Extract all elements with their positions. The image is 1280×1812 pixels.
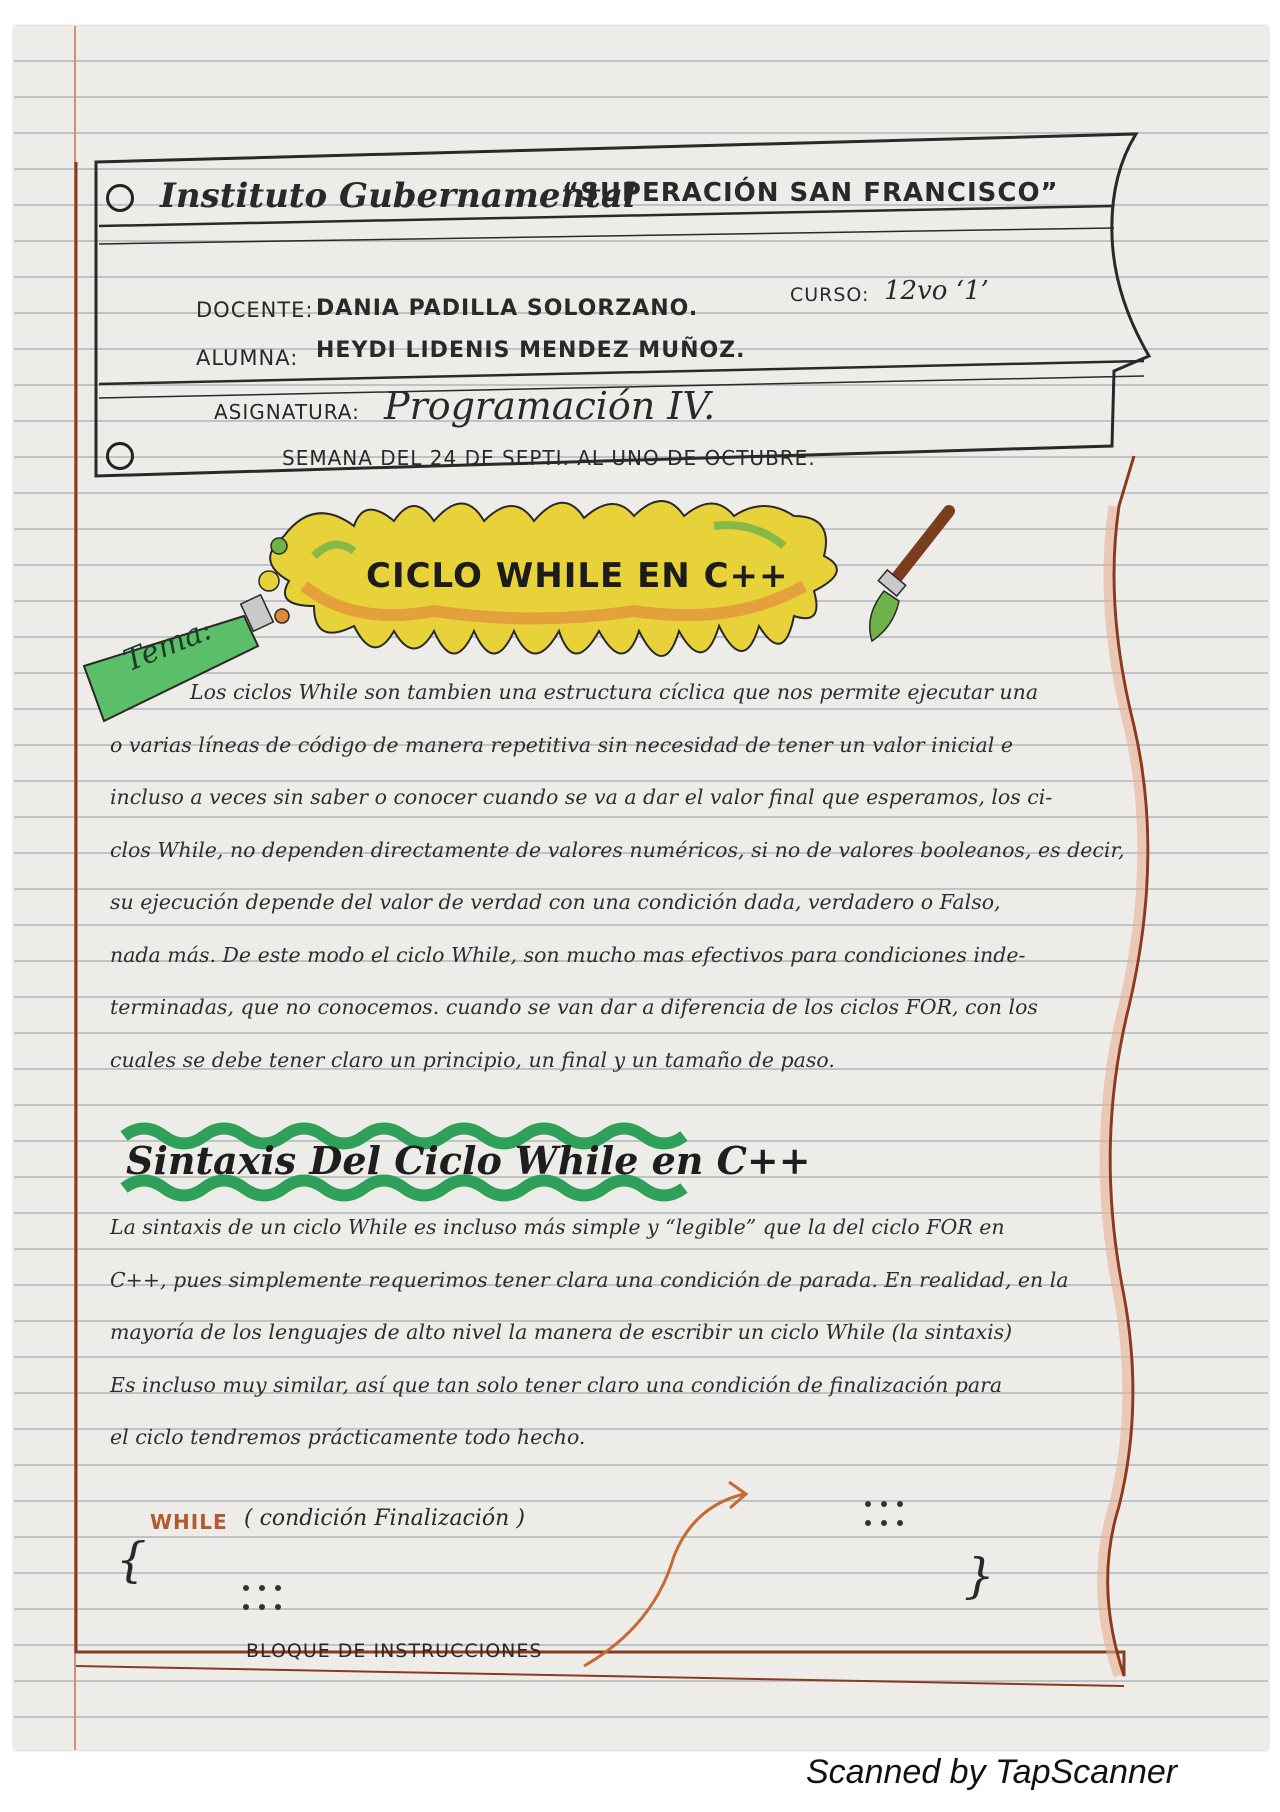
header-rule-2 — [99, 228, 1114, 244]
block-label: BLOQUE DE INSTRUCCIONES — [246, 1640, 543, 1662]
intro-line: Los ciclos While son tambien una estructura cíclica que nos permite ejecutar una — [190, 680, 1039, 704]
curso-value: 12vo ‘1’ — [884, 276, 989, 306]
sintaxis-paragraph — [110, 1201, 1068, 1464]
while-keyword: WHILE — [150, 1510, 228, 1534]
bottom-frame-line — [76, 1666, 1124, 1686]
scanner-footer: Scanned by TapScanner — [806, 1753, 1178, 1791]
intro-line: incluso a veces sin saber o conocer cuando se va a dar el valor final que esperamos, los ci- — [110, 785, 1053, 809]
intro-paragraph — [110, 666, 1125, 1086]
curso-label: CURSO: — [790, 284, 870, 306]
paint-drop — [271, 538, 287, 554]
paint-brush-icon — [870, 511, 949, 641]
intro-line: cuales se debe tener claro un principio, un final y un tamaño de paso. — [110, 1047, 835, 1072]
open-brace: { — [116, 1532, 147, 1588]
alumna-value: HEYDI LIDENIS MENDEZ MUÑOZ. — [316, 338, 746, 363]
while-condition: ( condición Finalización ) — [244, 1506, 525, 1531]
sintaxis-line: el ciclo tendremos prácticamente todo hecho. — [110, 1425, 586, 1449]
arrow-icon — [584, 1494, 744, 1666]
intro-line: clos While, no dependen directamente de valores numéricos, si no de valores booleanos, es decir, — [110, 837, 1125, 862]
intro-line: nada más. De este modo el ciclo While, son mucho mas efectivos para condiciones inde- — [110, 942, 1026, 967]
paint-drop — [259, 571, 279, 591]
paint-drop — [275, 609, 289, 623]
institute-quoted: “SUPERACIÓN SAN FRANCISCO” — [562, 178, 1059, 208]
intro-line: su ejecución depende del valor de verdad con una condición dada, verdadero o Falso, — [110, 890, 1001, 914]
docente-value: DANIA PADILLA SOLORZANO. — [316, 296, 699, 321]
binder-hole-icon — [106, 442, 134, 470]
institute-name: Instituto Gubernamental — [160, 176, 636, 216]
sintaxis-line: C++, pues simplemente requerimos tener clara una condición de parada. En realidad, en la — [110, 1267, 1069, 1292]
binder-hole-icon — [106, 184, 134, 212]
sintaxis-heading: Sintaxis Del Ciclo While en C++ — [126, 1138, 811, 1183]
semana: SEMANA DEL 24 DE SEPTI. AL UNO DE OCTUBRE. — [282, 446, 816, 470]
alumna-label: ALUMNA: — [196, 346, 299, 370]
sintaxis-line: Es incluso muy similar, así que tan solo tener claro una condición de finalización para — [110, 1372, 1003, 1397]
ellipsis-dots — [860, 1492, 908, 1530]
asignatura-value: Programación IV. — [384, 384, 716, 428]
ellipsis-dots — [238, 1576, 286, 1614]
sintaxis-line: mayoría de los lenguajes de alto nivel la manera de escribir un ciclo While (la sintaxis) — [110, 1320, 1013, 1344]
notebook-page — [14, 26, 1268, 1750]
tema-label: Tema: — [118, 612, 218, 679]
sintaxis-line: La sintaxis de un ciclo While es incluso más simple y “legible” que la del ciclo FOR en — [110, 1215, 1005, 1239]
close-brace: } — [964, 1548, 995, 1604]
intro-line: terminadas, que no conocemos. cuando se van dar a diferencia de los ciclos FOR, con los — [110, 995, 1038, 1019]
intro-line: o varias líneas de código de manera repetitiva sin necesidad de tener un valor inicial e — [110, 732, 1013, 757]
asignatura-label: ASIGNATURA: — [214, 400, 360, 424]
docente-label: DOCENTE: — [196, 298, 314, 322]
tema-title: CICLO WHILE EN C++ — [366, 556, 789, 596]
